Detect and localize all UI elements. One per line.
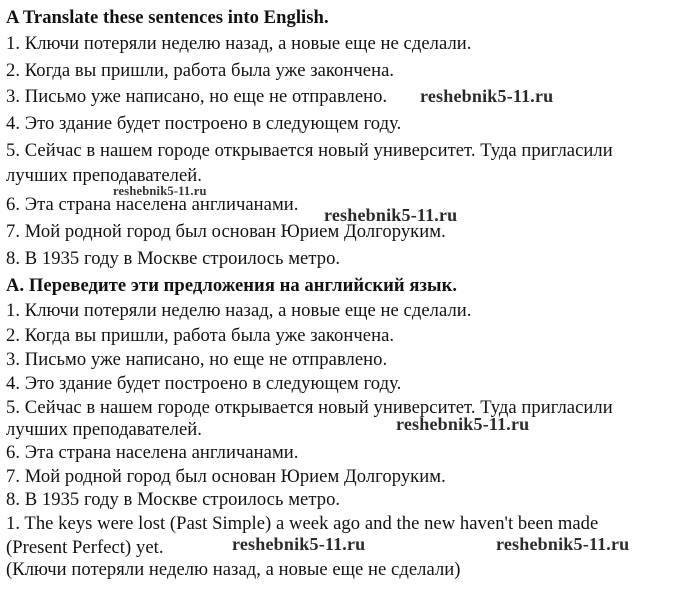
watermark: reshebnik5-11.ru xyxy=(396,414,530,434)
sentence-7: 7. Мой родной город был основан Юрием Долгоруким. xyxy=(6,466,446,487)
sentence-5-continued: лучших преподавателей. xyxy=(6,419,202,440)
sentence-2: 2. Когда вы пришли, работа была уже закончена. xyxy=(6,60,395,81)
sentence-3: 3. Письмо уже написано, но еще не отправлено. xyxy=(6,86,388,107)
sentence-3: 3. Письмо уже написано, но еще не отправлено. xyxy=(6,349,388,370)
section-a-english-heading: A Translate these sentences into English. xyxy=(6,7,329,28)
watermark: reshebnik5-11.ru xyxy=(496,534,630,554)
sentence-7: 7. Мой родной город был основан Юрием Долгоруким. xyxy=(6,221,446,242)
answer-line-1: 1. The keys were lost (Past Simple) a week ago and the new haven't been made xyxy=(6,513,599,534)
sentence-5-continued: лучших преподавателей. xyxy=(6,165,202,186)
sentence-1: 1. Ключи потеряли неделю назад, а новые еще не сделали. xyxy=(6,33,472,54)
sentence-8: 8. В 1935 году в Москве строилось метро. xyxy=(6,489,341,510)
sentence-2: 2. Когда вы пришли, работа была уже закончена. xyxy=(6,325,395,346)
sentence-4: 4. Это здание будет построено в следующем году. xyxy=(6,373,402,394)
watermark: reshebnik5-11.ru xyxy=(420,86,554,106)
section-a-russian-heading: А. Переведите эти предложения на английский язык. xyxy=(6,275,458,296)
sentence-5: 5. Сейчас в нашем городе открывается новый университет. Туда пригласили xyxy=(6,140,613,161)
answer-line-2: (Present Perfect) yet. xyxy=(6,537,164,558)
sentence-6: 6. Эта страна населена англичанами. xyxy=(6,194,299,215)
sentence-5: 5. Сейчас в нашем городе открывается новый университет. Туда пригласили xyxy=(6,397,613,418)
sentence-8: 8. В 1935 году в Москве строилось метро. xyxy=(6,248,341,269)
sentence-6: 6. Эта страна населена англичанами. xyxy=(6,442,299,463)
watermark: reshebnik5-11.ru xyxy=(113,184,207,198)
sentence-4: 4. Это здание будет построено в следующем году. xyxy=(6,113,402,134)
watermark: reshebnik5-11.ru xyxy=(324,205,458,225)
sentence-1: 1. Ключи потеряли неделю назад, а новые еще не сделали. xyxy=(6,300,472,321)
answer-line-3: (Ключи потеряли неделю назад, а новые еще не сделали) xyxy=(6,559,461,580)
watermark: reshebnik5-11.ru xyxy=(232,534,366,554)
